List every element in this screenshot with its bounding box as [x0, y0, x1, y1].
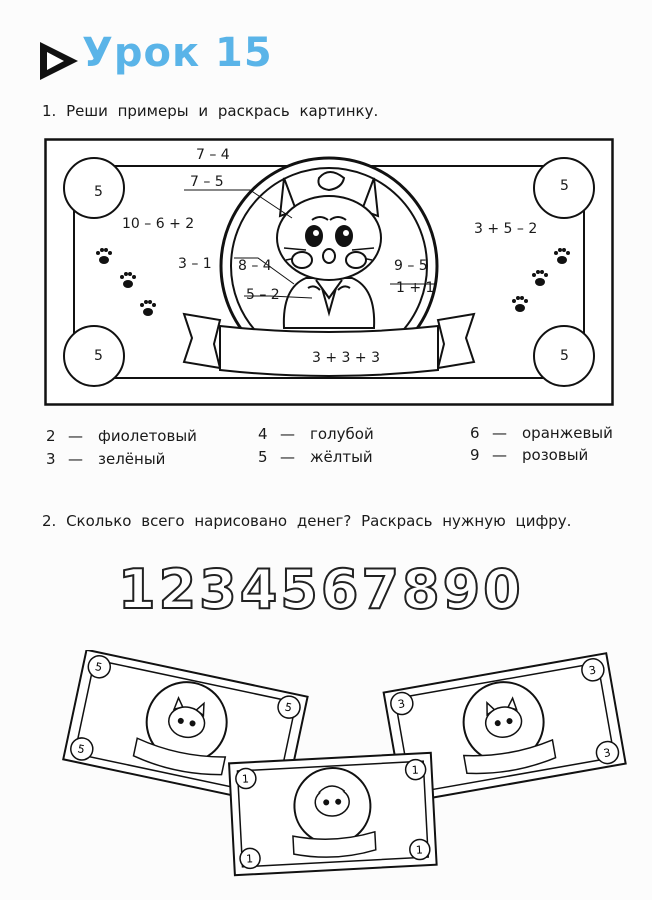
banknote-value: 3 — [396, 697, 407, 712]
banknote-value: 3 — [602, 746, 612, 761]
banknote-1 — [222, 742, 444, 892]
corner-value: 5 — [560, 178, 569, 194]
expr-label: 7 – 5 — [190, 174, 224, 190]
expr-label: 8 – 4 — [238, 258, 272, 274]
expr-label: 3 + 3 + 3 — [312, 350, 380, 366]
banknote-value: 5 — [93, 660, 104, 675]
corner-value: 5 — [560, 348, 569, 364]
banknote-value: 1 — [415, 843, 424, 857]
legend-item: 6 — оранжевый — [470, 424, 613, 442]
expr-label: 7 – 4 — [196, 147, 230, 163]
legend-item: 9 — розовый — [470, 446, 589, 464]
expr-label: 9 – 5 — [394, 258, 428, 274]
banknote-value: 1 — [245, 852, 254, 866]
expr-label: 1 + 1 — [396, 280, 435, 296]
task2-instruction: 2. Сколько всего нарисовано денег? Раскрась нужную цифру. — [42, 512, 572, 530]
task1-instruction: 1. Реши примеры и раскрась картинку. — [42, 102, 379, 120]
corner-value: 5 — [94, 184, 103, 200]
corner-value: 5 — [94, 348, 103, 364]
banknote-value: 5 — [283, 700, 294, 715]
legend-item: 3 — зелёный — [46, 450, 166, 468]
legend-item: 2 — фиолетовый — [46, 427, 197, 445]
legend-item: 4 — голубой — [258, 425, 374, 443]
banknote-value: 5 — [76, 742, 86, 757]
banknote-value: 1 — [411, 763, 419, 777]
lesson-title: Урок 15 — [82, 30, 273, 76]
arrow-icon — [38, 40, 80, 82]
banknote-value: 3 — [587, 663, 598, 678]
outline-digits: 1234567890 — [118, 558, 524, 621]
expr-label: 3 + 5 – 2 — [474, 221, 538, 237]
legend-item: 5 — жёлтый — [258, 448, 373, 466]
expr-label: 3 – 1 — [178, 256, 212, 272]
expr-label: 10 – 6 + 2 — [122, 216, 195, 232]
banknote-value: 1 — [241, 772, 250, 786]
expr-label: 5 – 2 — [246, 287, 280, 303]
